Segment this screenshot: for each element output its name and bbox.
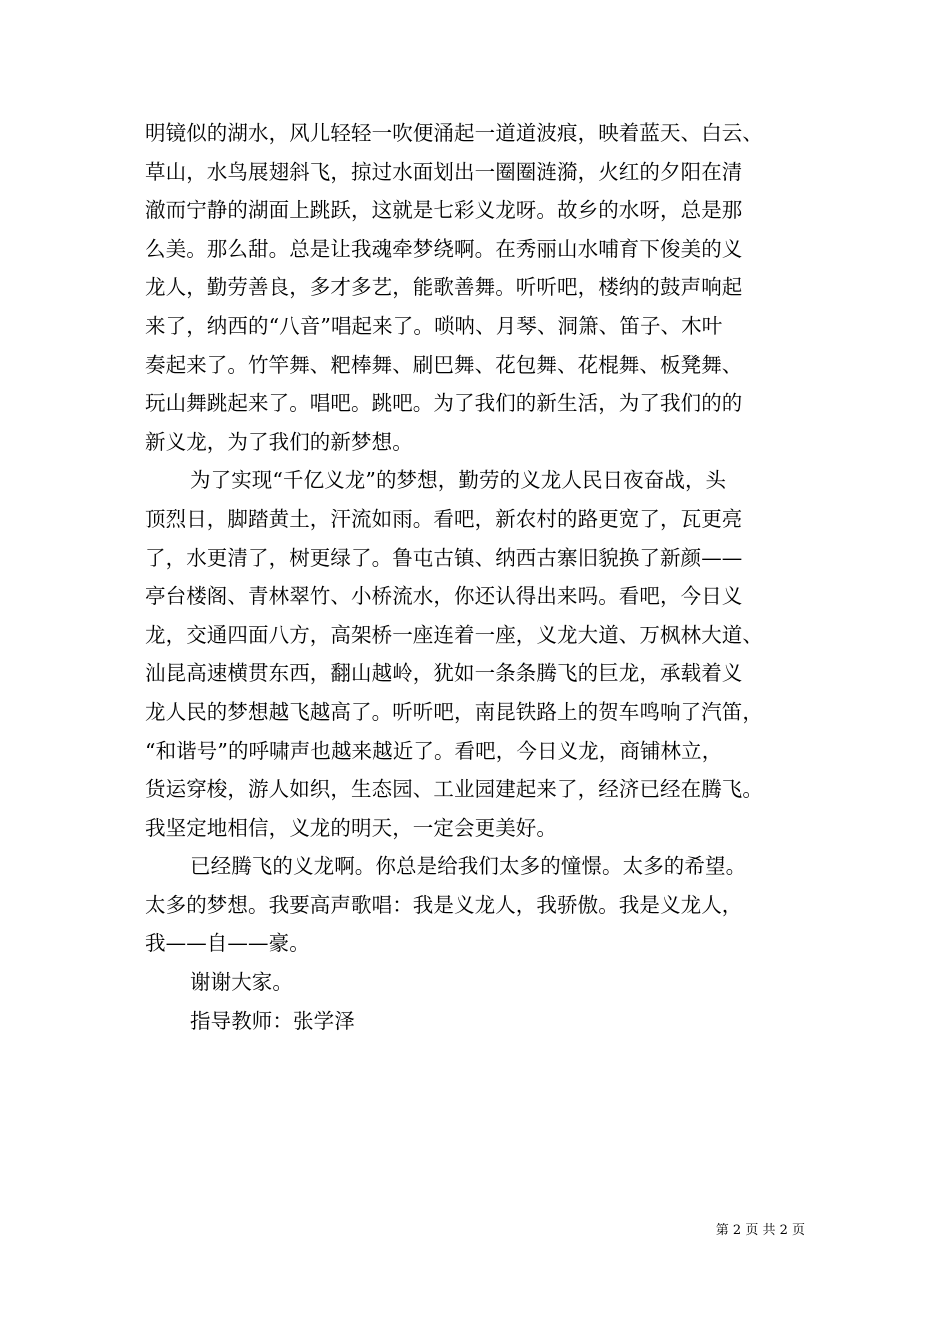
text-line: 货运穿梭，游人如织，生态园、工业园建起来了，经济已经在腾飞。 <box>145 777 763 802</box>
text-line: 草山，水鸟展翅斜飞，掠过水面划出一圈圈涟漪，火红的夕阳在清 <box>145 159 743 184</box>
text-line: 龙人民的梦想越飞越高了。听听吧，南昆铁路上的贺车鸣响了汽笛， <box>145 699 763 724</box>
page-number-footer: 第 2 页 共 2 页 <box>715 1223 805 1238</box>
text-line: 已经腾飞的义龙啊。你总是给我们太多的憧憬。太多的希望。 <box>190 854 747 879</box>
text-line: 玩山舞跳起来了。唱吧。跳吧。为了我们的新生活，为了我们的的 <box>145 391 743 416</box>
text-line: 新义龙，为了我们的新梦想。 <box>145 429 413 454</box>
text-line: 亭台楼阁、青林翠竹、小桥流水，你还认得出来吗。看吧，今日义 <box>145 584 743 609</box>
text-line: 么美。那么甜。总是让我魂牵梦绕啊。在秀丽山水哺育下俊美的义 <box>145 236 743 261</box>
text-line: 澈而宁静的湖面上跳跃，这就是七彩义龙呀。故乡的水呀，总是那 <box>145 198 743 223</box>
text-line: 顶烈日，脚踏黄土，汗流如雨。看吧，新农村的路更宽了，瓦更亮 <box>145 506 743 531</box>
text-line: 龙人，勤劳善良，多才多艺，能歌善舞。听听吧，楼纳的鼓声响起 <box>145 275 743 300</box>
text-line: 我坚定地相信，义龙的明天，一定会更美好。 <box>145 815 557 840</box>
text-line: 太多的梦想。我要高声歌唱：我是义龙人，我骄傲。我是义龙人， <box>145 892 743 917</box>
text-line: 指导教师：张学泽 <box>190 1008 355 1033</box>
text-line: 明镜似的湖水，风儿轻轻一吹便涌起一道道波痕，映着蓝天、白云、 <box>145 121 763 145</box>
text-line: 汕昆高速横贯东西，翻山越岭，犹如一条条腾飞的巨龙，承载着义 <box>145 661 743 686</box>
text-line: 为了实现“千亿义龙”的梦想，勤劳的义龙人民日夜奋战，头 <box>190 468 727 493</box>
text-line: 我——自——豪。 <box>145 931 310 956</box>
document-body <box>145 114 830 1040</box>
text-line: 龙，交通四面八方，高架桥一座连着一座，义龙大道、万枫林大道、 <box>145 622 763 647</box>
text-line: 了，水更清了，树更绿了。鲁屯古镇、纳西古寨旧貌换了新颜—— <box>145 545 743 570</box>
text-line: “和谐号”的呼啸声也越来越近了。看吧，今日义龙，商铺林立， <box>145 738 723 763</box>
text-line: 来了，纳西的“八音”唱起来了。唢呐、月琴、洞箫、笛子、木叶 <box>145 313 723 338</box>
text-line: 谢谢大家。 <box>190 970 293 995</box>
text-line: 奏起来了。竹竿舞、粑棒舞、刷巴舞、花包舞、花棍舞、板凳舞、 <box>145 352 743 377</box>
